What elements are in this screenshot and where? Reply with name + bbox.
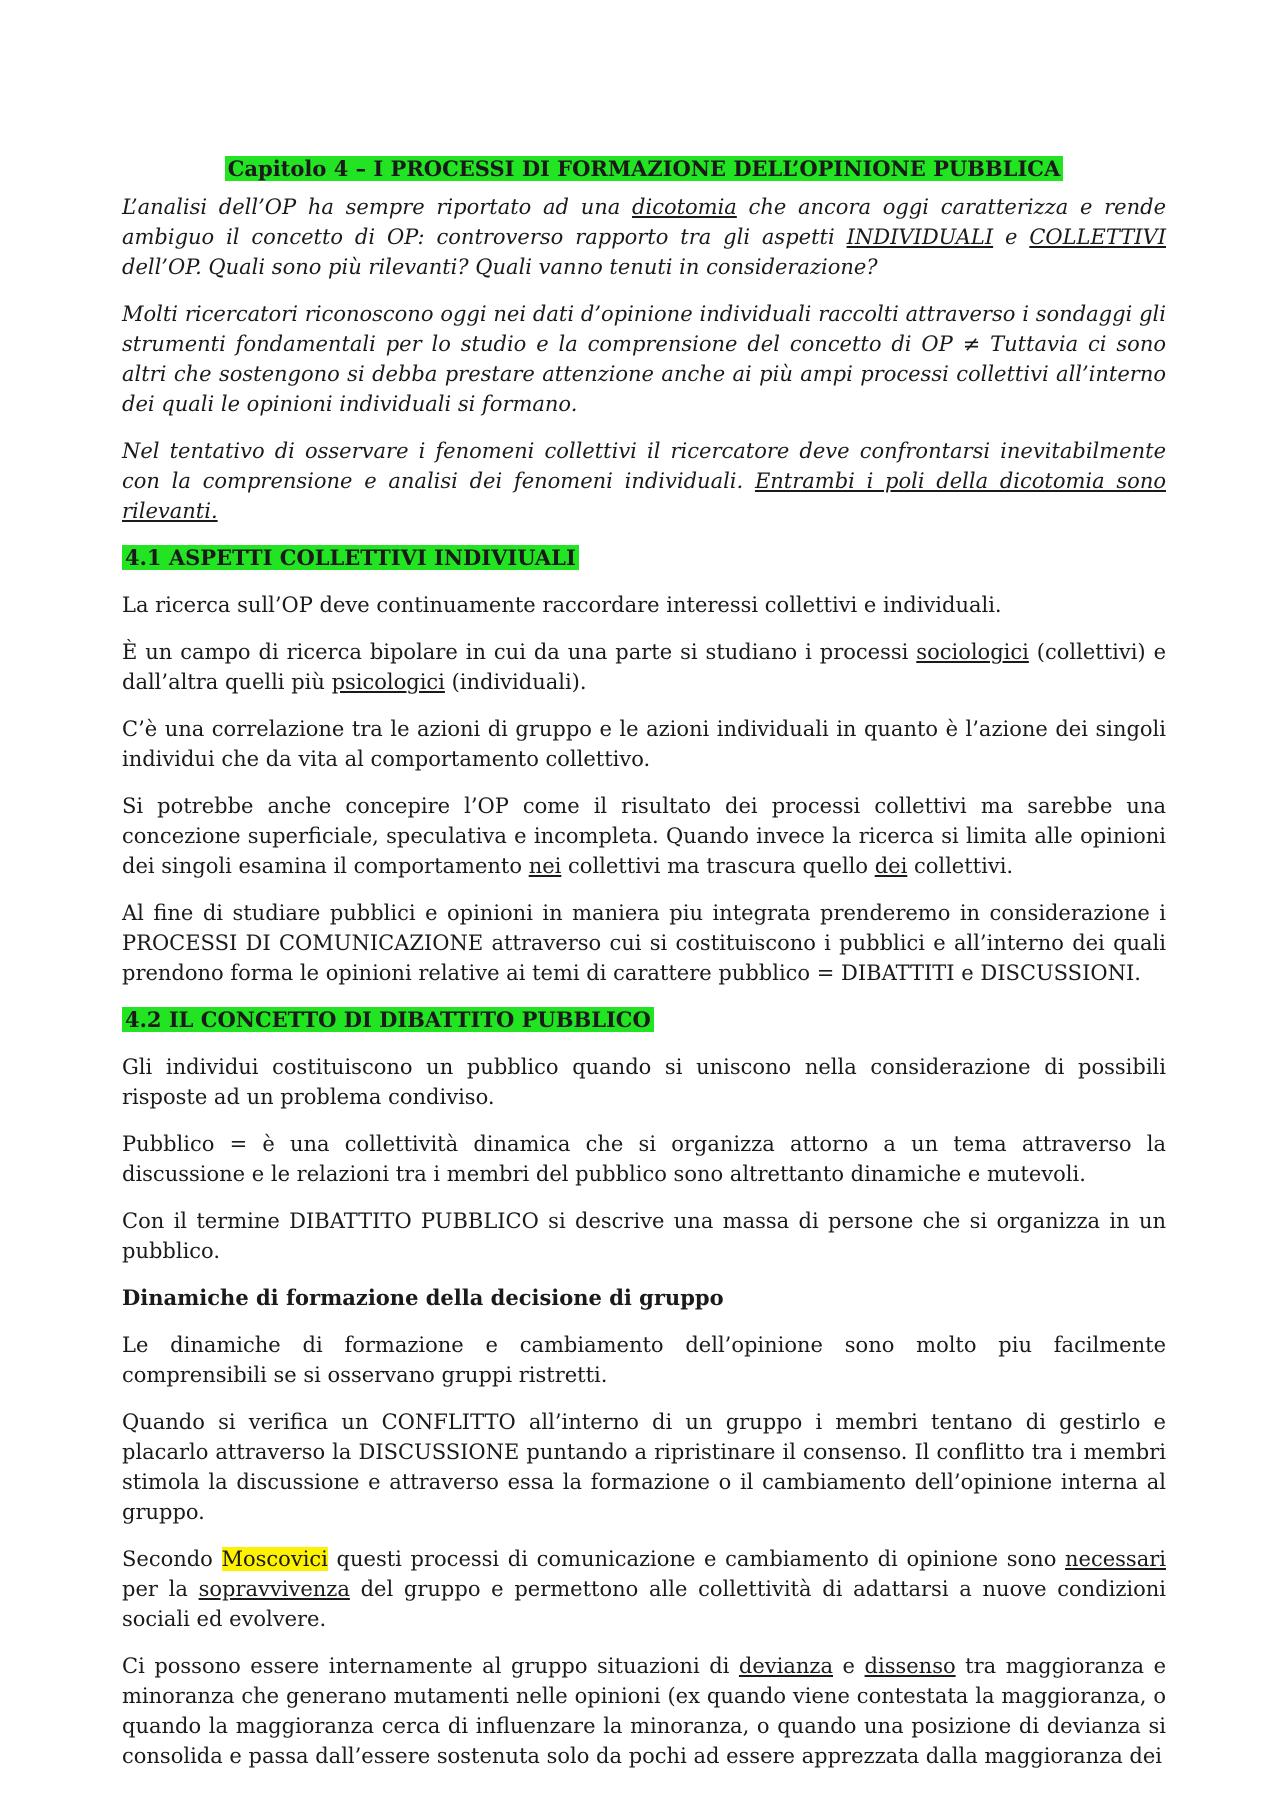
section2-paragraph-6: Secondo Moscovici questi processi di comunicazione e cambiamento di opinione sono necessari per la sopravvivenza del gruppo e permettono alle collettività di adattarsi a nuove condizioni sociali ed evolvere.	[122, 1547, 1166, 1631]
moscovici-highlight: Moscovici	[221, 1547, 328, 1571]
section2-paragraph-3: Con il termine DIBATTITO PUBBLICO si descrive una massa di persone che si organizza in un pubblico.	[122, 1209, 1166, 1263]
chapter-title	[122, 154, 1166, 184]
section2-paragraph-1: Gli individui costituiscono un pubblico quando si uniscono nella considerazione di possibili risposte ad un problema condiviso.	[122, 1055, 1166, 1109]
subheading-dinamiche: Dinamiche di formazione della decisione di gruppo	[122, 1285, 724, 1310]
section2-paragraph-5: Quando si verifica un CONFLITTO all’interno di un gruppo i membri tentano di gestirlo e placarlo attraverso la DISCUSSIONE puntando a ripristinare il consenso. Il conflitto tra i membri stimola la discussione e attraverso essa la formazione o il cambiamento dell’opinione interna al gruppo.	[122, 1410, 1166, 1524]
intro-paragraph-2: Molti ricercatori riconoscono oggi nei dati d’opinione individuali raccolti attraverso i sondaggi gli strumenti fondamentali per lo studio e la comprensione del concetto di OP ≠ Tuttavia ci sono altri che sostengono si debba prestare attenzione anche ai più ampi processi collettivi all’interno dei quali le opinioni individuali si formano.	[122, 302, 1166, 416]
section2-paragraph-4: Le dinamiche di formazione e cambiamento dell’opinione sono molto piu facilmente comprensibili se si osservano gruppi ristretti.	[122, 1333, 1166, 1387]
intro-paragraph-1: L’analisi dell’OP ha sempre riportato ad una dicotomia che ancora oggi caratterizza e rende ambiguo il concetto di OP: controverso rapporto tra gli aspetti INDIVIDUALI e COLLETTIVI dell’OP. Quali sono più rilevanti? Quali vanno tenuti in considerazione?	[122, 195, 1167, 279]
document-page	[122, 140, 1166, 1788]
section-heading-4-2: 4.2 IL CONCETTO DI DIBATTITO PUBBLICO	[122, 1005, 1166, 1035]
chapter-title-text: Capitolo 4 – I PROCESSI DI FORMAZIONE DELL’OPINIONE PUBBLICA	[225, 156, 1064, 181]
section1-paragraph-5: Al fine di studiare pubblici e opinioni in maniera piu integrata prenderemo in considerazione i PROCESSI DI COMUNICAZIONE attraverso cui si costituiscono i pubblici e all’interno dei quali prendono forma le opinioni relative ai temi di carattere pubblico = DIBATTITI e DISCUSSIONI.	[122, 901, 1166, 985]
section1-paragraph-3: C’è una correlazione tra le azioni di gruppo e le azioni individuali in quanto è l’azione dei singoli individui che da vita al comportamento collettivo.	[122, 717, 1166, 771]
section2-paragraph-7: Ci possono essere internamente al gruppo situazioni di devianza e dissenso tra maggioranza e minoranza che generano mutamenti nelle opinioni (ex quando viene contestata la maggioranza, o quando la maggioranza cerca di influenzare la minoranza, o quando una posizione di devianza si consolida e passa dall’essere sostenuta solo da pochi ad essere apprezzata dalla maggioranza dei	[122, 1654, 1167, 1768]
section1-paragraph-2: È un campo di ricerca bipolare in cui da una parte si studiano i processi sociologici (collettivi) e dall’altra quelli più psicologici (individuali).	[122, 640, 1166, 694]
intro-paragraph-3: Nel tentativo di osservare i fenomeni collettivi il ricercatore deve confrontarsi inevitabilmente con la comprensione e analisi dei fenomeni individuali. Entrambi i poli della dicotomia sono rilevanti.	[122, 439, 1166, 523]
section1-paragraph-1: La ricerca sull’OP deve continuamente raccordare interessi collettivi e individuali.	[122, 593, 1002, 617]
section1-paragraph-4: Si potrebbe anche concepire l’OP come il risultato dei processi collettivi ma sarebbe una concezione superficiale, speculativa e incompleta. Quando invece la ricerca si limita alle opinioni dei singoli esamina il comportamento nei collettivi ma trascura quello dei collettivi.	[122, 794, 1166, 878]
section-heading-4-1: 4.1 ASPETTI COLLETTIVI INDIVIUALI	[122, 543, 1166, 573]
section2-paragraph-2: Pubblico = è una collettività dinamica che si organizza attorno a un tema attraverso la discussione e le relazioni tra i membri del pubblico sono altrettanto dinamiche e mutevoli.	[122, 1132, 1166, 1186]
